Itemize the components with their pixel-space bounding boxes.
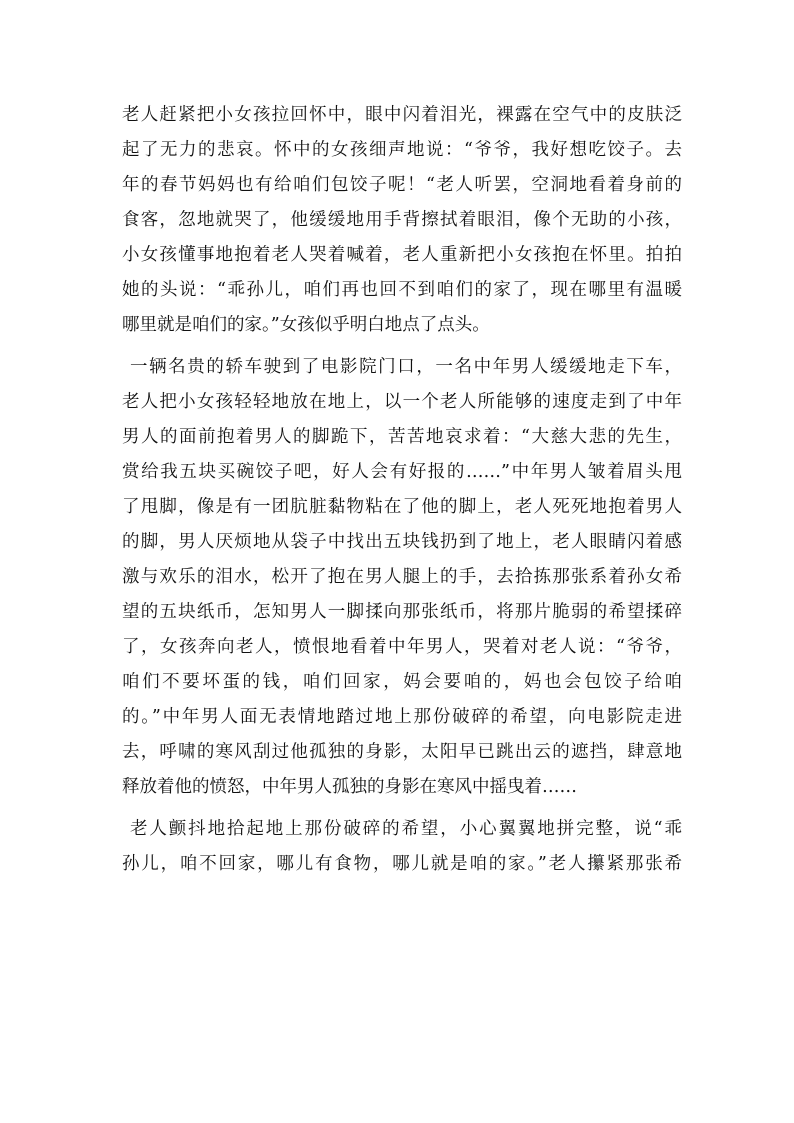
text-line: 男人的面前抱着男人的脚跪下，苦苦地哀求着：“大慈大悲的先生， (122, 427, 682, 447)
text-line: 的。”中年男人面无表情地踏过地上那份破碎的希望，向电影院走进 (122, 707, 682, 727)
paragraph-1 (122, 98, 682, 343)
story-text (122, 98, 682, 882)
text-line: 小女孩懂事地抱着老人哭着喊着，老人重新把小女孩抱在怀里。拍拍 (122, 245, 682, 265)
text-line: 一辆名贵的轿车驶到了电影院门口，一名中年男人缓缓地走下车， (130, 357, 682, 377)
text-line: 年的春节妈妈也有给咱们包饺子呢！“老人听罢，空洞地看着身前的 (122, 175, 682, 195)
text-line: 老人把小女孩轻轻地放在地上，以一个老人所能够的速度走到了中年 (122, 392, 682, 412)
text-line: 起了无力的悲哀。怀中的女孩细声地说：“爷爷，我好想吃饺子。去 (122, 140, 682, 160)
text-line: 的脚，男人厌烦地从袋子中找出五块钱扔到了地上，老人眼睛闪着感 (122, 532, 682, 552)
text-line: 咱们不要坏蛋的钱，咱们回家，妈会要咱的，妈也会包饺子给咱 (122, 672, 682, 692)
paragraph-3 (122, 812, 682, 882)
text-line: 食客，忽地就哭了，他缓缓地用手背擦拭着眼泪，像个无助的小孩， (122, 210, 682, 230)
text-line: 了甩脚，像是有一团肮脏黏物粘在了他的脚上，老人死死地抱着男人 (122, 497, 682, 517)
paragraph-2 (122, 350, 682, 805)
text-line: 孙儿，咱不回家，哪儿有食物，哪儿就是咱的家。”老人攥紧那张希 (122, 854, 682, 874)
text-line: 望的五块纸币，怎知男人一脚揉向那张纸币，将那片脆弱的希望揉碎 (122, 602, 682, 622)
text-line: 去，呼啸的寒风刮过他孤独的身影，太阳早已跳出云的遮挡，肆意地 (122, 742, 682, 762)
text-line: 她的头说：“乖孙儿，咱们再也回不到咱们的家了，现在哪里有温暖 (122, 280, 682, 300)
text-line: 了，女孩奔向老人，愤恨地看着中年男人，哭着对老人说：“爷爷， (122, 637, 682, 657)
text-line: 赏给我五块买碗饺子吧，好人会有好报的……”中年男人皱着眉头甩 (122, 462, 682, 482)
text-line: 激与欢乐的泪水，松开了抱在男人腿上的手，去拾拣那张系着孙女希 (122, 567, 682, 587)
text-line: 释放着他的愤怒，中年男人孤独的身影在寒风中摇曳着…… (122, 777, 577, 797)
text-line: 哪里就是咱们的家。”女孩似乎明白地点了点头。 (122, 315, 490, 335)
text-line: 老人赶紧把小女孩拉回怀中，眼中闪着泪光，裸露在空气中的皮肤泛 (122, 105, 682, 125)
text-line: 老人颤抖地拾起地上那份破碎的希望，小心翼翼地拼完整，说“乖 (130, 819, 682, 839)
